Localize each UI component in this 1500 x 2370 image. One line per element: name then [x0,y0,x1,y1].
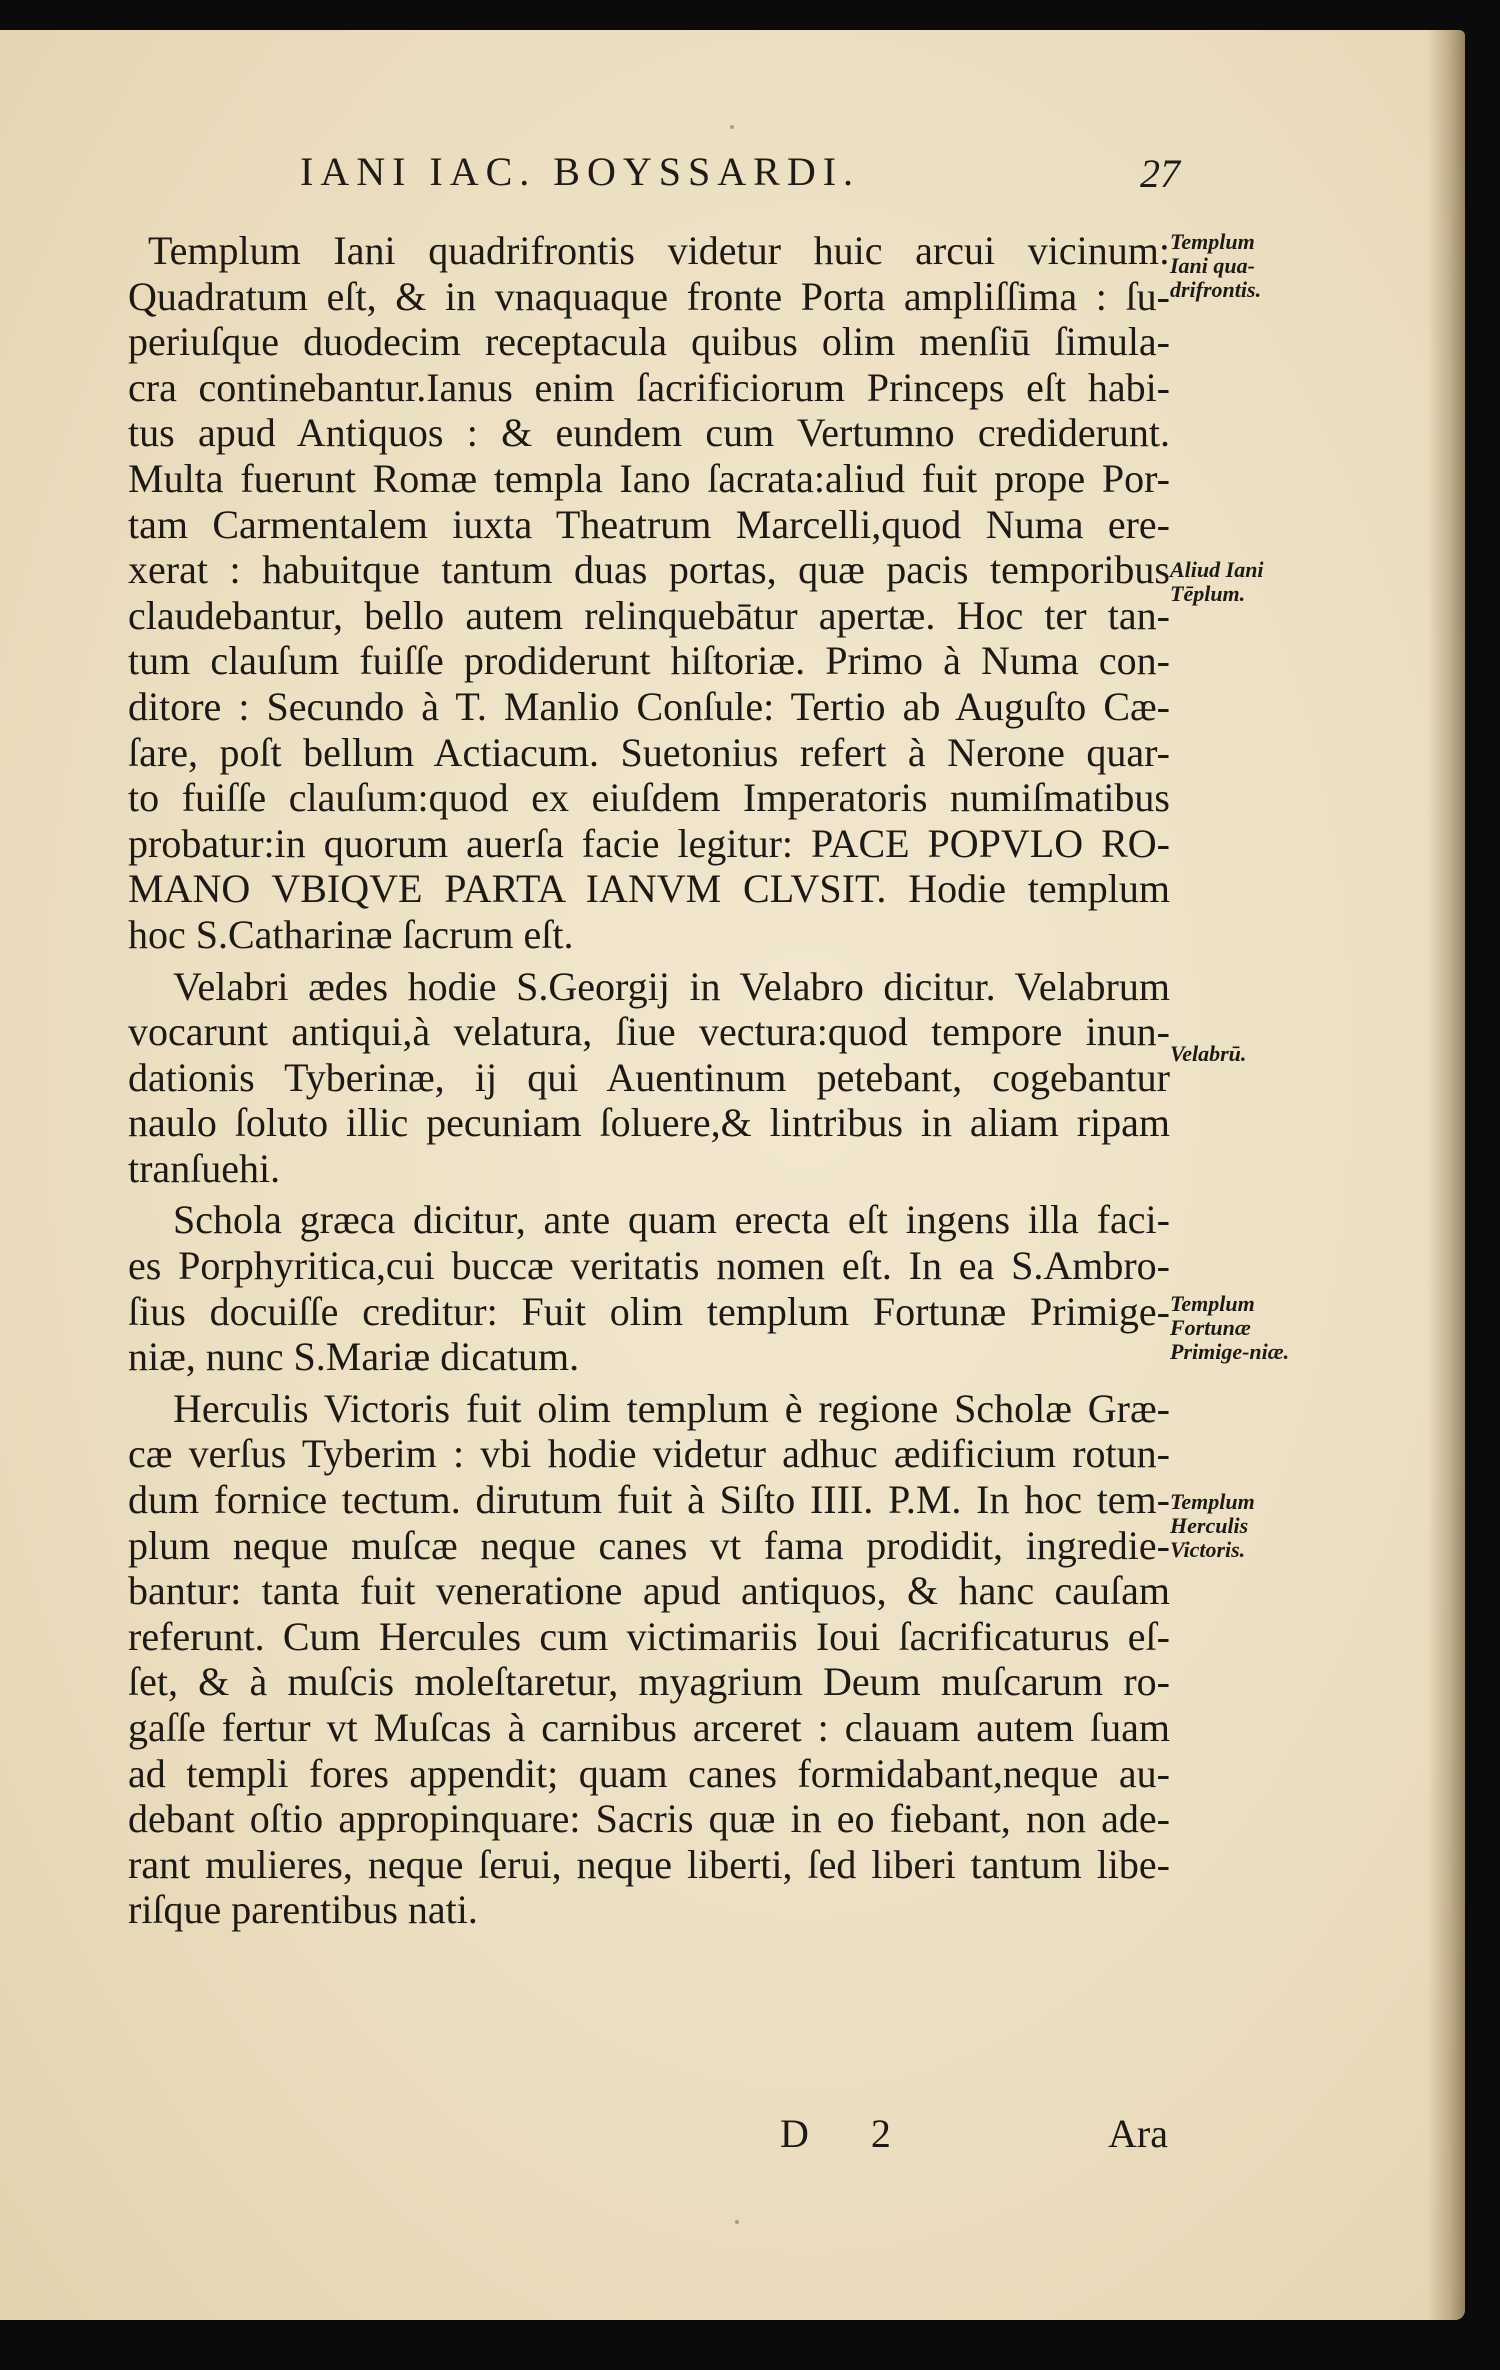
text-line: rant mulieres, neque ſerui, neque liberti, ſed liberi tantum libe- [128,1841,1170,1887]
margin-note-fortunae: Templum Fortunæ Primige-niæ. [1170,1291,1290,1364]
text-line: riſque parentibus nati. [128,1887,478,1933]
margin-note-aliud-iani: Aliud Iani Tēplum. [1170,557,1264,606]
text-line: gaſſe fertur vt Muſcas à carnibus arceret : clauam autem ſuam [128,1705,1170,1750]
text-line: tum clauſum fuiſſe prodiderunt hiſtoriæ. Primo à Numa con- [128,638,1170,684]
signature-mark: D 2 [780,2111,917,2156]
catchword: Ara [1108,2111,1168,2156]
main-text [128,228,1170,1933]
page-number: 27 [1140,151,1180,196]
text-line: cæ verſus Tyberim : vbi hodie videtur adhuc ædificium rotun- [128,1431,1170,1477]
text-line: cra continebantur.Ianus enim ſacrificiorum Princeps eſt habi- [128,364,1170,410]
text-line: es Porphyritica,cui buccæ veritatis nomen eſt. In ea S.Ambro- [128,1243,1170,1289]
text-line: Quadratum eſt, & in vnaquaque fronte Porta ampliſſima : ſu- [128,273,1170,319]
page-edge-shadow [1427,30,1465,2320]
ink-speck [735,2220,739,2224]
text-line: xerat : habuitque tantum duas portas, quæ pacis temporibus [128,547,1170,593]
text-line: bantur: tanta fuit veneratione apud antiquos, & hanc cauſam [128,1568,1170,1614]
text-line: debant oſtio appropinquare: Sacris quæ in eo fiebant, non ade- [128,1796,1170,1842]
text-line: Multa fuerunt Romæ templa Iano ſacrata:aliud fuit prope Por- [128,455,1170,501]
book-page [0,30,1465,2320]
text-line: MANO VBIQVE PARTA IANVM CLVSIT. Hodie templum [128,866,1170,912]
text-line: ditore : Secundo à T. Manlio Conſule: Tertio ab Auguſto Cæ- [128,683,1170,729]
text-line: ſet, & à muſcis moleſtaretur, myagrium Deum muſcarum ro- [128,1659,1170,1705]
running-title: IANI IAC. BOYSSARDI. [300,149,861,194]
text-line: tus apud Antiquos : & eundem cum Vertumno crediderunt. [128,410,1170,456]
text-line: Herculis Victoris fuit olim templum è regione Scholæ Græ- [173,1385,1170,1431]
text-line: probatur:in quorum auerſa facie legitur: PACE POPVLO RO- [128,820,1170,866]
text-line: ſare, poſt bellum Actiacum. Suetonius refert à Nerone quar- [128,729,1170,775]
margin-note-herculis: Templum Herculis Victoris. [1170,1489,1255,1562]
text-line: niæ, nunc S.Mariæ dicatum. [128,1334,580,1380]
text-line: Velabri ædes hodie S.Georgij in Velabro dicitur. Velabrum [173,963,1170,1009]
text-line: hoc S.Catharinæ ſacrum eſt. [128,911,574,957]
text-line: tam Carmentalem iuxta Theatrum Marcelli,quod Numa ere- [128,501,1170,547]
text-line: claudebantur, bello autem relinquebātur apertæ. Hoc ter tan- [128,592,1170,638]
text-line: naulo ſoluto illic pecuniam ſoluere,& lintribus in aliam ripam [128,1100,1170,1146]
text-line: Schola græca dicitur, ante quam erecta eſt ingens illa faci- [173,1197,1170,1243]
text-line: dum fornice tectum. dirutum fuit à Siſto IIII. P.M. In hoc tem- [128,1477,1170,1523]
text-line: to fuiſſe clauſum:quod ex eiuſdem Imperatoris numiſmatibus [128,775,1170,821]
page-header [0,148,1465,208]
text-line: dationis Tyberinæ, ij qui Auentinum petebant, cogebantur [128,1054,1170,1100]
page-footer [0,2110,1465,2160]
text-line: vocarunt antiqui,à velatura, ſiue vectura:quod tempore inun- [128,1009,1170,1055]
margin-note-velabrum: Velabrū. [1170,1041,1247,1066]
text-line: periuſque duodecim receptacula quibus olim menſiū ſimula- [128,319,1170,365]
text-line: ad templi fores appendit; quam canes formidabant,neque au- [128,1750,1170,1796]
text-line: Templum Iani quadrifrontis videtur huic arcui vicinum: [148,228,1170,273]
text-line: tranſuehi. [128,1145,281,1191]
margin-note-templum-iani: Templum Iani qua-drifrontis. [1170,229,1262,302]
ink-speck [730,125,734,129]
text-line: plum neque muſcæ neque canes vt fama prodidit, ingredie- [128,1522,1170,1568]
text-line: ſius docuiſſe creditur: Fuit olim templum Fortunæ Primige- [128,1288,1170,1334]
text-line: referunt. Cum Hercules cum victimariis Ioui ſacrificaturus eſ- [128,1613,1170,1659]
